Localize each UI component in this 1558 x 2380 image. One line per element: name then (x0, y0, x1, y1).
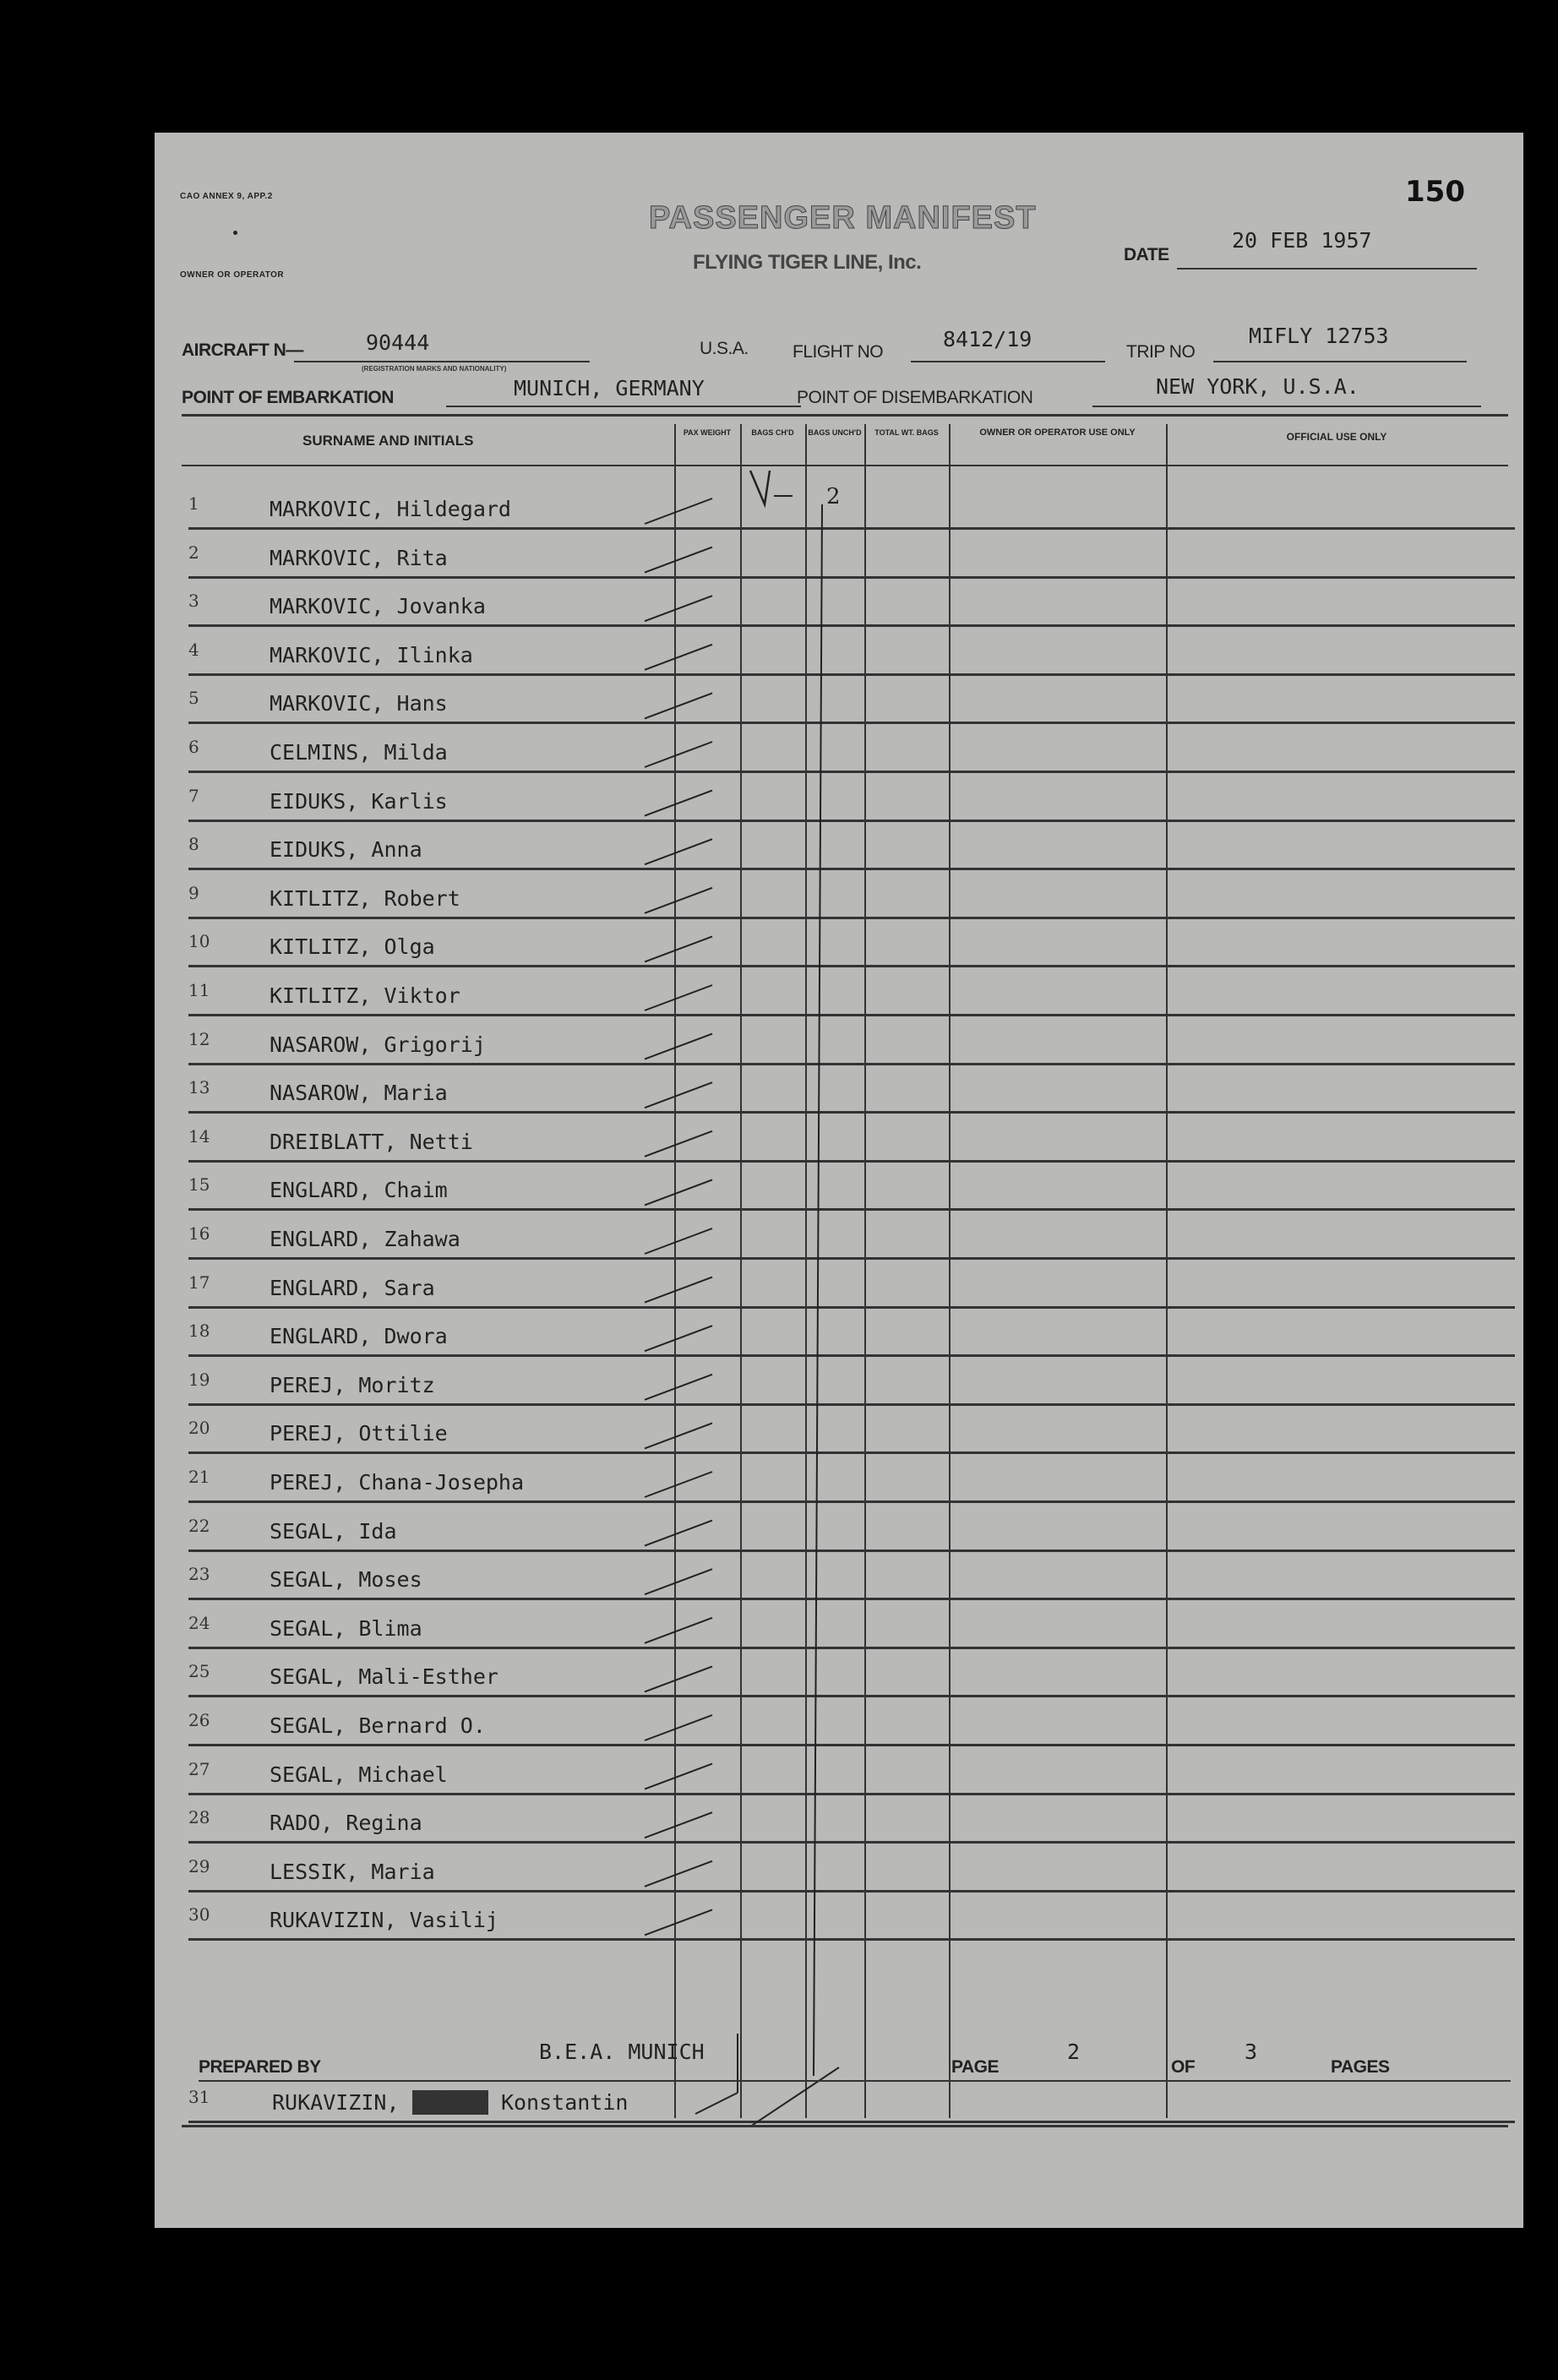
passenger-name: LESSIK, Maria (270, 1859, 435, 1884)
pax-tick (645, 1472, 712, 1497)
col-header-surname: SURNAME AND INITIALS (302, 433, 474, 449)
passenger-name: PEREJ, Moritz (270, 1372, 435, 1397)
owner-label: OWNER OR OPERATOR (180, 270, 285, 280)
row-number: 3 (188, 591, 199, 612)
passenger-name: ENGLARD, Sara (270, 1275, 435, 1300)
pax-tick (645, 839, 712, 864)
pax-tick (695, 2093, 738, 2114)
row-number: 11 (188, 980, 210, 1000)
passenger-name: KITLITZ, Olga (270, 934, 435, 960)
passenger-name: PEREJ, Chana-Josepha (270, 1470, 525, 1495)
pax-tick (645, 1228, 712, 1254)
of-label: OF (1171, 2057, 1196, 2077)
registration-note: (REGISTRATION MARKS AND NATIONALITY) (362, 365, 507, 373)
aircraft-label: AIRCRAFT N— (182, 340, 303, 360)
surname-text: RUKAVIZIN, (272, 2090, 400, 2115)
pax-tick (645, 1423, 712, 1448)
operator-name: FLYING TIGER LINE, Inc. (693, 251, 922, 274)
passenger-name: RADO, Regina (270, 1811, 422, 1836)
passenger-name: SEGAL, Blima (270, 1615, 422, 1641)
pax-tick (645, 1179, 712, 1205)
usa-label: U.S.A. (700, 339, 749, 358)
row-number: 14 (188, 1125, 210, 1146)
handwritten-marks (155, 133, 1523, 2228)
row-number: 29 (188, 1855, 210, 1876)
col-header-bags-unchkd: BAGS UNCH'D (808, 428, 862, 437)
pax-tick (645, 1034, 712, 1059)
row-number: 2 (188, 542, 199, 563)
passenger-name: NASAROW, Grigorij (270, 1032, 486, 1057)
pax-tick (645, 1861, 712, 1887)
row-number: 26 (188, 1710, 210, 1730)
pax-tick (645, 936, 712, 961)
passenger-name: KITLITZ, Viktor (270, 983, 460, 1008)
flight-label: FLIGHT NO (793, 342, 884, 362)
pax-tick (645, 1618, 712, 1643)
pax-tick (645, 791, 712, 816)
pax-tick (645, 645, 712, 670)
passenger-name: ENGLARD, Dwora (270, 1324, 448, 1349)
bags-y-mark (750, 471, 770, 504)
pax-tick (645, 1277, 712, 1303)
passenger-name: PEREJ, Ottilie (270, 1421, 448, 1446)
passenger-name: SEGAL, Mali-Esther (270, 1664, 498, 1690)
col-header-pax-weight: PAX WEIGHT (683, 428, 732, 437)
pax-tick (645, 1764, 712, 1789)
passenger-name: MARKOVIC, Rita (270, 545, 448, 570)
row-number: 7 (188, 785, 199, 806)
passenger-name: MARKOVIC, Hildegard (270, 497, 511, 521)
pax-tick (645, 1131, 712, 1157)
bags-closing-slash (750, 2067, 839, 2127)
date-label: DATE (1124, 245, 1169, 264)
row-number: 24 (188, 1612, 210, 1633)
pax-tick (645, 1715, 712, 1740)
pax-tick (645, 742, 712, 767)
pax-tick (645, 1521, 712, 1546)
passenger-name: ENGLARD, Zahawa (270, 1227, 460, 1251)
given-name-text: Konstantin (500, 2090, 629, 2115)
row-number: 21 (188, 1467, 210, 1487)
passenger-name: NASAROW, Maria (270, 1081, 448, 1106)
row-number: 5 (188, 688, 199, 709)
passenger-name: SEGAL, Ida (270, 1518, 397, 1544)
row-number: 18 (188, 1321, 210, 1342)
trip-label: TRIP NO (1126, 342, 1196, 362)
row-number: 19 (188, 1369, 210, 1390)
passenger-name: MARKOVIC, Hans (270, 691, 448, 716)
row-number: 28 (188, 1807, 210, 1828)
disembark-label: POINT OF DISEMBARKATION (797, 388, 1033, 407)
manifest-sheet (155, 133, 1523, 2228)
disembark-value: NEW YORK, U.S.A. (1156, 374, 1359, 399)
embark-label: POINT OF EMBARKATION (182, 388, 394, 407)
bags-unchkd-mark: 2 (826, 484, 841, 509)
row-number: 6 (188, 737, 199, 757)
pax-tick (645, 693, 712, 718)
row-number: 9 (188, 882, 199, 903)
row-number: 20 (188, 1418, 210, 1439)
passenger-name: ENGLARD, Chaim (270, 1178, 448, 1203)
row-number: 25 (188, 1661, 210, 1682)
pax-tick (645, 498, 712, 524)
embark-value: MUNICH, GERMANY (514, 376, 705, 400)
row-number: 4 (188, 639, 199, 660)
row-number: 27 (188, 1758, 210, 1779)
passenger-name: MARKOVIC, Ilinka (270, 642, 473, 667)
pages-label: PAGES (1331, 2057, 1390, 2077)
row-number: 8 (188, 834, 199, 855)
pax-tick-marks (645, 498, 738, 2114)
passenger-name: MARKOVIC, Jovanka (270, 594, 486, 619)
row-number: 23 (188, 1564, 210, 1585)
pax-tick (645, 985, 712, 1010)
date-value: 20 FEB 1957 (1232, 228, 1372, 253)
flight-value: 8412/19 (943, 327, 1032, 351)
page-number: 150 (1405, 175, 1465, 209)
col-header-total-wt: TOTAL WT. BAGS (874, 428, 939, 437)
pax-tick (645, 1569, 712, 1594)
row-number: 31 (188, 2087, 210, 2107)
col-header-official-use: OFFICIAL USE ONLY (1286, 431, 1387, 443)
form-reference: CAO ANNEX 9, APP.2 (180, 192, 273, 201)
prepared-value: B.E.A. MUNICH (539, 2040, 705, 2064)
passenger-name: EIDUKS, Anna (270, 837, 422, 863)
row-number: 15 (188, 1174, 210, 1195)
manifest-title: PASSENGER MANIFEST (649, 200, 1037, 236)
pax-tick (645, 1375, 712, 1400)
passenger-name: SEGAL, Bernard O. (270, 1713, 486, 1738)
row-number: 16 (188, 1223, 210, 1244)
bags-vertical-line (814, 504, 822, 2076)
page-label: PAGE (951, 2057, 999, 2077)
passenger-name: EIDUKS, Karlis (270, 788, 448, 814)
row-number: 12 (188, 1028, 210, 1049)
table-bottom-rule (182, 2125, 1508, 2127)
pax-tick (645, 1812, 712, 1838)
pax-tick (645, 1666, 712, 1691)
pax-tick (645, 888, 712, 913)
row-number: 17 (188, 1272, 210, 1293)
pax-tick (645, 1082, 712, 1108)
of-value: 3 (1245, 2040, 1258, 2064)
row-number: 1 (188, 493, 199, 514)
passenger-name: RUKAVIZIN, Vasilij (270, 1908, 498, 1933)
passenger-name: CELMINS, Milda (270, 740, 448, 765)
row-number: 10 (188, 931, 210, 952)
col-header-owner-use: OWNER OR OPERATOR USE ONLY (979, 428, 1136, 438)
pax-tick (645, 1909, 712, 1935)
prepared-label: PREPARED BY (199, 2057, 321, 2077)
col-header-bags-chkd: BAGS CH'D (751, 428, 794, 437)
pax-tick (645, 596, 712, 621)
passenger-name: SEGAL, Michael (270, 1762, 448, 1787)
passenger-name: KITLITZ, Robert (270, 885, 460, 911)
passenger-name: SEGAL, Moses (270, 1567, 422, 1593)
pax-tick (645, 547, 712, 573)
footer-rule (199, 2080, 1511, 2082)
redacted-text: XXXXXX (411, 2090, 488, 2115)
row-number: 22 (188, 1515, 210, 1536)
trip-value: MIFLY 12753 (1249, 324, 1389, 348)
pax-tick (645, 1326, 712, 1351)
page-value: 2 (1067, 2040, 1081, 2064)
passenger-name: DREIBLATT, Netti (270, 1129, 473, 1154)
aircraft-value: 90444 (366, 330, 430, 355)
row-number: 30 (188, 1904, 210, 1925)
row-number: 13 (188, 1077, 210, 1098)
